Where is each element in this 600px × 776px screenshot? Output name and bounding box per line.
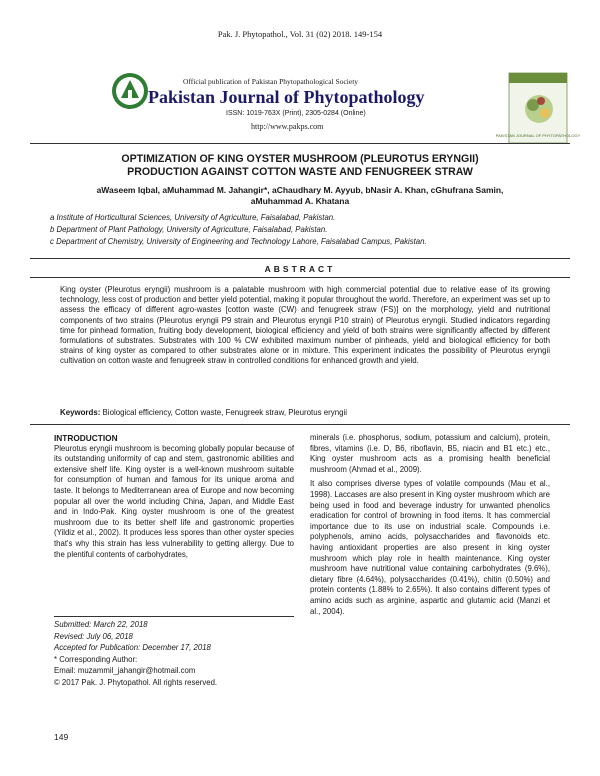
abstract-text: King oyster (Pleurotus eryngii) mushroom is a palatable mushroom with high commercial potential due to relative ease of its growing technology, less cost of production and better yield potential, making it popular throughout the world. Therefore, an experiment was set up to assess the efficacy of different agro-wastes [cotton waste (CW) and fenugreek straw (FS)] on the morphology, yield and nutritional components of two strains (Pleurotus eryngii P9 strain and Pleurotus eryngii P10 strain) of Pleurotus eryngii. Studied indicators regarding time for pinhead formation, fruiting body development, biological efficiency and yield of both strains were significantly affected by different formulations of substrates. Substrates with 100 % CW exhibited maximum number of pinheads, yield and biological efficiency for both strains of king oyster as compared to other substrates alone or in mixture. This experiment indicates the possibility of Pleurotus eryngii cultivation on cotton waste and fenugreek straw in controlled conditions for enhanced growth and yield.: [60, 285, 550, 366]
header-divider: [30, 143, 570, 144]
title-line-1: OPTIMIZATION OF KING OYSTER MUSHROOM (PLEUROTUS ERYNGII): [121, 153, 479, 165]
authors-line-1: aWaseem Iqbal, aMuhammad M. Jahangir*, aChaudhary M. Ayyub, bNasir A. Khan, cGhufrana Samin,: [96, 185, 504, 195]
authors-line-2: aMuhammad A. Khatana: [250, 196, 350, 206]
copyright-line: © 2017 Pak. J. Phytopathol. All rights reserved.: [54, 677, 218, 687]
keywords-row: [60, 408, 550, 417]
intro-paragraph-2: minerals (i.e. phosphorus, sodium, potassium and calcium), protein, fibres, vitamins (i.e. D, B6, riboflavin, B5, niacin and B1 etc.) etc., King oyster mushroom acts as a promising health beneficial mushroom (Ahmad et al., 2009).: [310, 433, 550, 474]
right-column: [310, 433, 550, 621]
body-divider: [30, 424, 570, 425]
abstract-top-divider: [30, 258, 570, 259]
citation-line: Pak. J. Phytopathol., Vol. 31 (02) 2018. 149-154: [217, 29, 383, 39]
keywords-list: Biological efficiency, Cotton waste, Fenugreek straw, Pleurotus eryngii: [102, 408, 347, 417]
accepted-date: Accepted for Publication: December 17, 2018: [54, 643, 211, 652]
journal-title: Pakistan Journal of Phytopathology: [148, 87, 425, 107]
svg-text:PAKISTAN JOURNAL OF PHYTOPATHO: PAKISTAN JOURNAL OF PHYTOPATHOLOGY: [495, 133, 581, 138]
affiliation-c: c Department of Chemistry, University of Engineering and Technology Lahore, Faisalabad Campus, Pakistan.: [50, 237, 427, 246]
submission-info: [54, 616, 294, 688]
official-publication-text: Official publication of Pakistan Phytopathological Society: [183, 77, 359, 86]
journal-url[interactable]: http://www.pakps.com: [251, 122, 324, 131]
author-list: [40, 185, 560, 207]
corresponding-email[interactable]: Email: muzammil_jahangir@hotmail.com: [54, 666, 196, 675]
society-logo-icon: [111, 72, 149, 110]
intro-paragraph-1: Pleurotus eryngii mushroom is becoming globally popular because of its outstanding uniformity of cap and stem, gastronomic abilities and extensive shelf life. King oyster is a well-known mushroom suitable for consumption of human and famous for its unique aroma and taste. It belongs to Mediterranean area of Europe and now becoming popular all over the world including China, Japan, and Middle East and in Indo-Pak. King oyster mushroom is one of the greatest mushroom due to its better shelf life and gastronomic properties (Yildiz et al., 2002). It produces less spores than other oyster species that's why this strain has less vulnerability to getting allergy. Due to the plentiful contents of carbohydrates,: [54, 443, 294, 559]
issn-text: ISSN: 1019-763X (Print), 2305-0284 (Online): [226, 110, 366, 117]
page-number: 149: [54, 732, 69, 742]
affiliation-a: a Institute of Horticultural Sciences, University of Agriculture, Faisalabad, Pakistan.: [50, 213, 336, 222]
submitted-date: Submitted: March 22, 2018: [54, 620, 148, 629]
keywords-label: Keywords:: [60, 408, 101, 417]
corresponding-author-label: * Corresponding Author:: [54, 654, 138, 664]
left-column: [54, 433, 294, 564]
journal-cover-image: [495, 73, 581, 143]
article-title: [40, 153, 560, 179]
title-line-2: PRODUCTION AGAINST COTTON WASTE AND FENUGREEK STRAW: [127, 166, 473, 178]
intro-paragraph-3: It also comprises diverse types of volatile compounds (Mau et al., 1998). Laccases are also present in King oyster mushroom which are being used in food and beverage industry for unwanted phenolics eradication for control of browning in food items. It has commercial importance due to its use on industrial scale. Compounds i.e. polyphenols, amino acids, polysaccharides and flavonoids etc. having antioxidant properties are also present in king oyster mushroom which play role in health maintenance. King oyster mushroom have nutritional value containing carbohydrates (9.6%), dietary fibre (4.64%), polysaccharides (0.41%), chitin (0.50%) and protein contents (1.88% to 2.65%). It also contains different types of amino acids such as arginine, aspartic and glutamic acid (Manzi et al., 2004).: [310, 479, 550, 616]
revised-date: Revised: July 06, 2018: [54, 631, 133, 641]
introduction-heading: INTRODUCTION: [54, 433, 118, 443]
affiliation-b: b Department of Plant Pathology, University of Agriculture, Faisalabad, Pakistan.: [50, 225, 328, 234]
abstract-heading-divider: [30, 277, 570, 278]
abstract-heading: ABSTRACT: [264, 264, 336, 274]
